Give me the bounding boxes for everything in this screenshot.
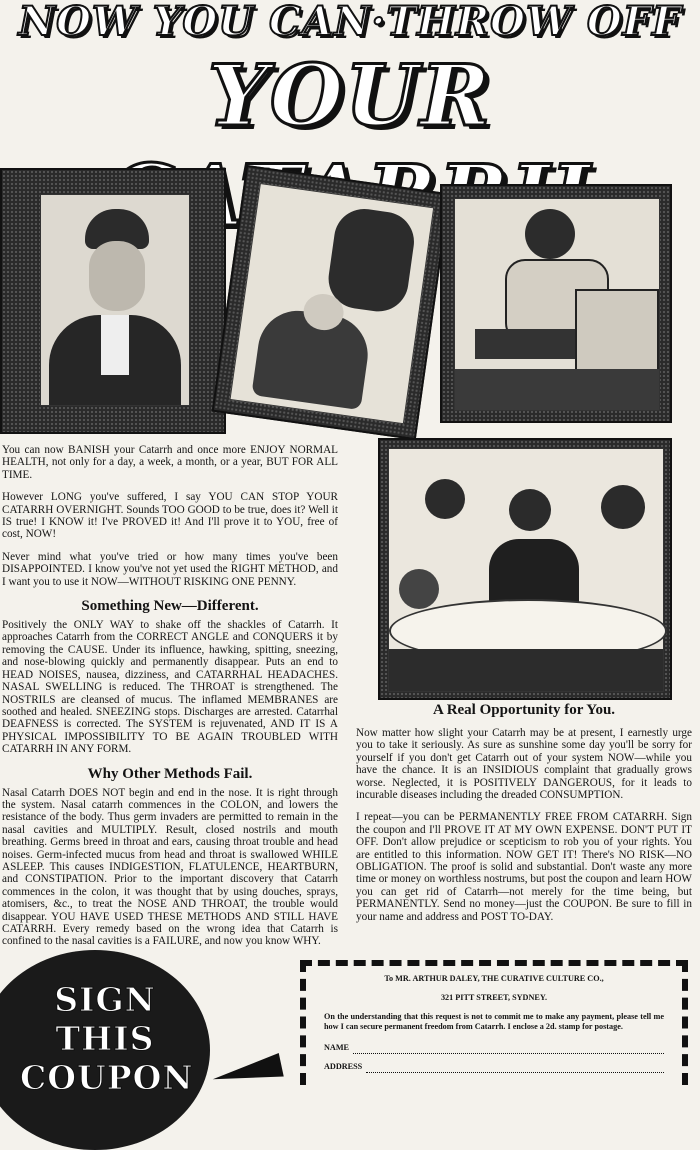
section-body-real-opportunity-2: I repeat—you can be PERMANENTLY FREE FROM CATARRH. Sign the coupon and I'll PROVE IT AT MY OWN EXPENSE. DON'T PUT IT OFF. Don't allow prejudice or scepticism to rob you of your rights. You are entitled to this information. NOW GET IT! There's NO RISK—NO OBLIGATION. The proof is solid and substantial. Don't waste any more time or money on worthless nostrums, but post the coupon and learn HOW you can get rid of Catarrh—not merely for the time being, but PERMANENTLY. Send no money—just the COUPON. Be sure to fill in your name and address and POST TO-DAY.: [356, 811, 692, 923]
badge-line-2: THIS: [55, 1019, 155, 1058]
coupon-terms: On the understanding that this request is not to commit me to make any payment, please tell me how I can secure permanent freedom from Catarrh. I enclose a 2d. stamp for postage.: [324, 1011, 664, 1032]
section-body-something-new: Positively the ONLY WAY to shake off the shackles of Catarrh. It approaches Catarrh from the CORRECT ANGLE and CONQUERS it by removing the CAUSE. Under its influence, hawking, spitting, sneezing, and nose-blowing quickly and permanently disappear. Puts an end to HEAD NOISES, nausea, dizziness, and CATARRHAL HEADACHES. NASAL SWELLING is reduced. The THROAT is strengthened. The NOSTRILS are cleansed of mucus. The inflamed MEMBRANES are soothed and healed. SNEEZING stops. Discharges are arrested. Catarrhal DEAFNESS is corrected. The SYSTEM is rejuvenated, AND IT IS A PHYSICAL IMPOSSIBILITY TO BE AGAIN TROUBLED WITH CATARRH IN ANY FORM.: [2, 619, 338, 756]
intro-paragraph-3: Never mind what you've tried or how many times you've been DISAPPOINTED. I know you've not yet used the RIGHT METHOD, and I want you to use it NOW—WITHOUT RISKING ONE PENNY.: [2, 550, 338, 588]
armchair-illustration: [440, 184, 672, 423]
headline-line2: YOUR: [207, 46, 493, 145]
coupon-form[interactable]: [300, 960, 688, 1085]
intro-paragraph-2: However LONG you've suffered, I say YOU CAN STOP YOUR CATARRH OVERNIGHT. Sounds TOO GOOD to be true, does it? Well it IS true! I KNOW it! I've PROVED it! And I'll prove it to YOU, free of cost, NOW!: [2, 491, 338, 541]
badge-line-1: SIGN: [54, 980, 156, 1019]
coupon-name-field[interactable]: [353, 1044, 664, 1054]
section-body-why-other-methods: Nasal Catarrh DOES NOT begin and end in the nose. It is right through the system. Nasal catarrh commences in the COLON, and lowers the resistance of the body. Thus germ invaders are permitted to remain in the nasal cavities and MULTIPLY. Result, closed nostrils and mouth breathing. Germs breed in throat and ears, causing throat trouble and head noises. Germ-infected mucus from head and throat is swallowed WHILE ASLEEP. This causes INDIGESTION, FLATULENCE, HEARTBURN, and CONSTIPATION. Prior to the important discovery that Catarrh commences in the colon, it was thought that by using douches, sprays, atomisers, &c., to treat the NOSE AND THROAT, the trouble would disappear. YOU HAVE USED THESE METHODS AND STILL HAVE CATARRH. Every remedy based on the wrong idea that Catarrh is confined to the nasal cavities is a FAILURE, and now you know WHY.: [2, 786, 338, 948]
coupon-address-field[interactable]: [366, 1063, 664, 1073]
section-heading-something-new: Something New—Different.: [81, 598, 259, 615]
portrait-illustration: [0, 168, 226, 434]
intro-column: [2, 444, 338, 948]
opportunity-column: [356, 702, 692, 923]
coupon-recipient: To MR. ARTHUR DALEY, THE CURATIVE CULTURE CO.,: [384, 974, 604, 983]
doctor-illustration: [212, 165, 451, 440]
coupon-street-address: 321 PITT STREET, SYDNEY.: [440, 992, 548, 1002]
sign-coupon-text: [20, 980, 194, 1097]
headline-line1: NOW YOU CAN·THROW OFF: [18, 0, 682, 45]
section-body-real-opportunity-1: Now matter how slight your Catarrh may be at present, I earnestly urge you to take it seriously. As sure as sunshine some day you'll be sorry for yourself if you don't get Catarrh out of your system NOW—while you have the chance. It is an INSIDIOUS complaint that gradually grows worse. Neglected, it is POSITIVELY DANGEROUS, for it leads to incurable diseases including the dreaded CONSUMPTION.: [356, 727, 692, 802]
section-heading-why-other-methods: Why Other Methods Fail.: [87, 765, 253, 782]
coupon-name-label: NAME: [324, 1043, 350, 1053]
coupon-address-label: ADDRESS: [324, 1061, 363, 1071]
badge-line-3: COUPON: [20, 1058, 194, 1097]
section-heading-real-opportunity: A Real Opportunity for You.: [432, 702, 616, 718]
dinner-illustration: [378, 438, 672, 700]
intro-paragraph-1: You can now BANISH your Catarrh and once more ENJOY NORMAL HEALTH, not only for a day, a week, a month, or a year, BUT FOR ALL TIME.: [2, 444, 338, 481]
arrow-icon: [210, 1053, 283, 1091]
